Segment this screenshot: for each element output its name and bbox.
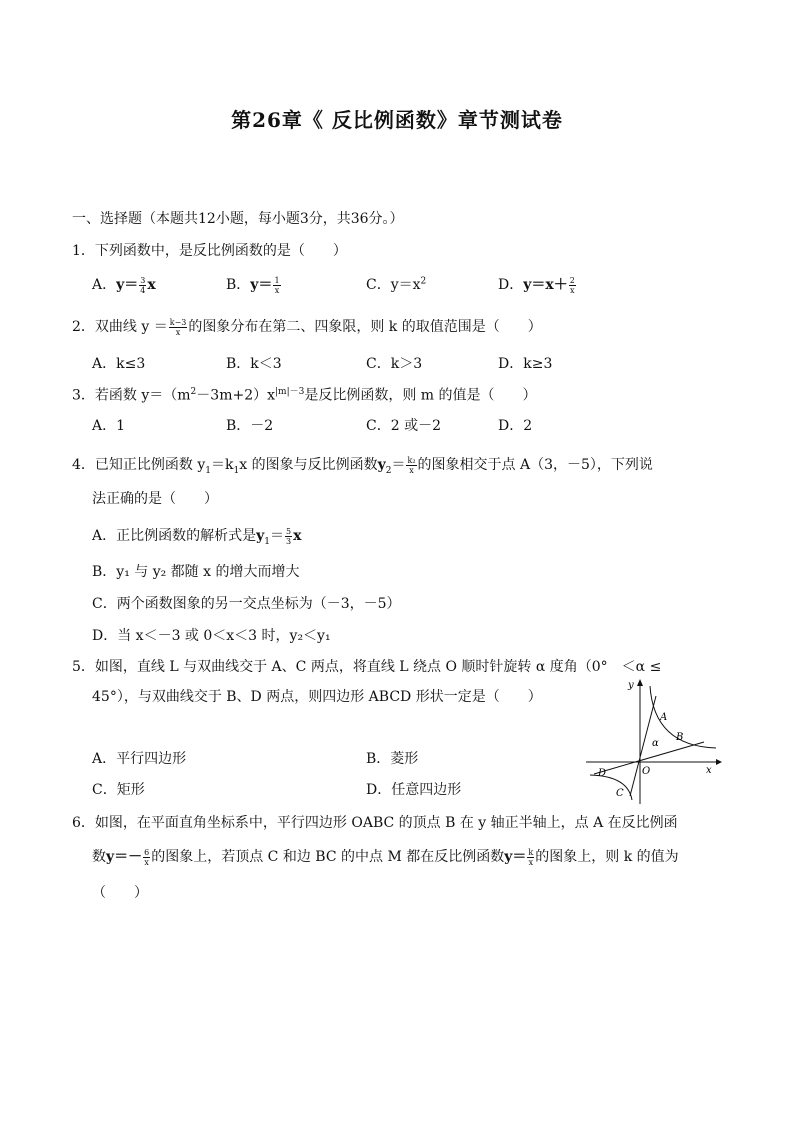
q1-option-b: B．y＝ $\frac{1}{x}$: [226, 275, 280, 295]
q2-option-d: D．k≥3: [498, 356, 553, 372]
origin-label: O: [642, 766, 651, 777]
q5-option-b: B．菱形: [366, 751, 419, 767]
point-d-label: D: [598, 768, 607, 779]
question-3-stem: 3．若函数 $y=(m^2-3m+2)x^{|m|-3}$是反比例函数，则 m 的值是（ ）: [72, 387, 537, 404]
question-1-stem: 1．下列函数中，是反比例函数的是（ ）: [72, 243, 347, 259]
q5-option-a: A．平行四边形: [92, 751, 187, 767]
page-title: 第26章《 反比例函数》章节测试卷: [231, 108, 563, 132]
q4-option-b: B．y₁ 与 y₂ 都随 x 的增大而增大: [92, 564, 300, 580]
section-heading: 一、选择题（本题共12小题，每小题3分，共36分。）: [72, 211, 404, 227]
q2-option-c: C．k＞3: [366, 356, 423, 372]
q4-option-a: A．正比例函数的解析式是$y_1=$ $\frac{5}{3}$ x: [92, 526, 302, 547]
question-6-answer-blank: （ ）: [92, 885, 148, 901]
hyperbola-branch-third: [590, 775, 632, 800]
point-c-label: C: [616, 788, 624, 799]
question-4-stem-continued: 法正确的是（ ）: [92, 491, 218, 507]
q1-option-c: C．$y=x^2$: [366, 276, 427, 293]
question-5-stem: 5．如图，直线 L 与双曲线交于 A、C 两点，将直线 L 绕点 O 顺时针旋转 α 度角（0° ＜α ≤: [72, 659, 662, 675]
y-axis-arrow: [637, 679, 643, 686]
y-axis-label: y: [628, 680, 634, 691]
q4-option-c: C．两个函数图象的另一交点坐标为（－3，－5）: [92, 596, 401, 612]
q1-option-a: A．y＝ $\frac{3}{4}$ x: [92, 275, 156, 295]
q2-option-a: A．k≤3: [92, 356, 146, 372]
question-6-stem: 6．如图，在平面直角坐标系中，平行四边形 OABC 的顶点 B 在 y 轴正半轴上，点 A 在反比例函: [72, 815, 678, 831]
q5-option-c: C．矩形: [92, 782, 145, 798]
angle-alpha-label: α: [652, 738, 659, 749]
q1-option-d: D．y＝x＋ $\frac{2}{x}$: [498, 275, 575, 295]
q3-option-c: C．2 或－2: [366, 418, 441, 434]
question-5-stem-continued: 45°），与双曲线交于 B、D 两点，则四边形 ABCD 形状一定是（ ）: [92, 689, 542, 705]
q3-option-d: D．2: [498, 418, 533, 434]
question-2-stem: 2．双曲线 y ＝ $\frac{k-3}{x}$ 的图象分布在第二、四象限，则 k 的取值范围是（ ）: [72, 317, 542, 337]
question-4-stem: 4．已知正比例函数 $y_1=k_1x$ 的图象与反比例函数$y_2=$ $\frac{\text{k₂}}{x}$ 的图象相交于点 A（3，－5），下列说: [72, 455, 653, 476]
point-a-label: A: [660, 712, 668, 723]
q3-option-b: B．－2: [226, 418, 274, 434]
x-axis-label: x: [706, 765, 712, 776]
question-6-stem-continued: 数y＝－ $\frac{6}{x}$ 的图象上，若顶点 C 和边 BC 的中点 M 都在反比例函数y＝ $\frac{k}{x}$ 的图象上，则 k 的值为: [92, 847, 679, 867]
q2-option-b: B．k＜3: [226, 356, 282, 372]
q5-hyperbola-figure: [584, 676, 724, 804]
x-axis-arrow: [716, 759, 722, 765]
point-b-label: B: [676, 732, 684, 743]
q4-option-d: D．当 x＜－3 或 0＜x＜3 时，y₂＜y₁: [92, 628, 331, 644]
q3-option-a: A．1: [92, 418, 126, 434]
q5-option-d: D．任意四边形: [366, 782, 462, 798]
